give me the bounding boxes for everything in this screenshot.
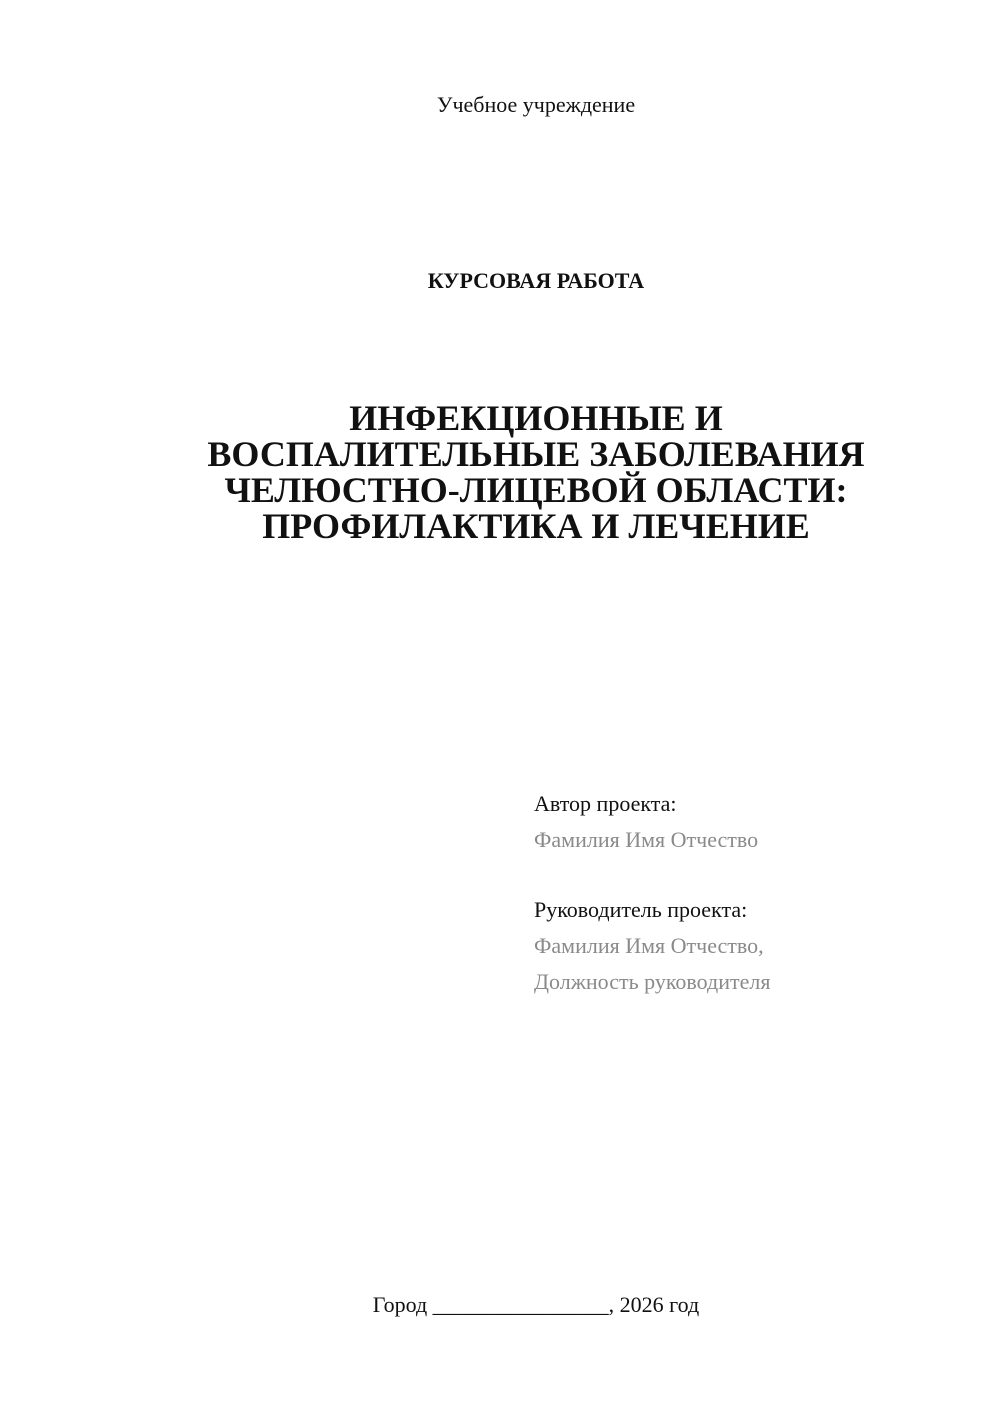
city-blank: ________________ bbox=[432, 1292, 609, 1317]
title-line: ВОСПАЛИТЕЛЬНЫЕ ЗАБОЛЕВАНИЯ bbox=[207, 434, 865, 474]
supervisor-block bbox=[534, 892, 770, 1000]
city-label: Город bbox=[372, 1292, 428, 1317]
institution-name: Учебное учреждение bbox=[436, 92, 636, 117]
supervisor-position: Должность руководителя bbox=[534, 969, 771, 994]
year-text: , 2026 год bbox=[608, 1292, 700, 1317]
author-label: Автор проекта: bbox=[534, 791, 677, 816]
title-line: ЧЕЛЮСТНО-ЛИЦЕВОЙ ОБЛАСТИ: bbox=[224, 470, 848, 510]
supervisor-label: Руководитель проекта: bbox=[534, 897, 748, 922]
author-block bbox=[534, 786, 758, 858]
city-year-line bbox=[0, 1290, 1000, 1320]
document-title bbox=[150, 400, 922, 544]
work-type: КУРСОВАЯ РАБОТА bbox=[427, 268, 645, 293]
title-line: ПРОФИЛАКТИКА И ЛЕЧЕНИЕ bbox=[262, 506, 810, 546]
supervisor-name: Фамилия Имя Отчество, bbox=[534, 933, 764, 958]
title-line: ИНФЕКЦИОННЫЕ И bbox=[349, 398, 723, 438]
author-name: Фамилия Имя Отчество bbox=[534, 827, 759, 852]
